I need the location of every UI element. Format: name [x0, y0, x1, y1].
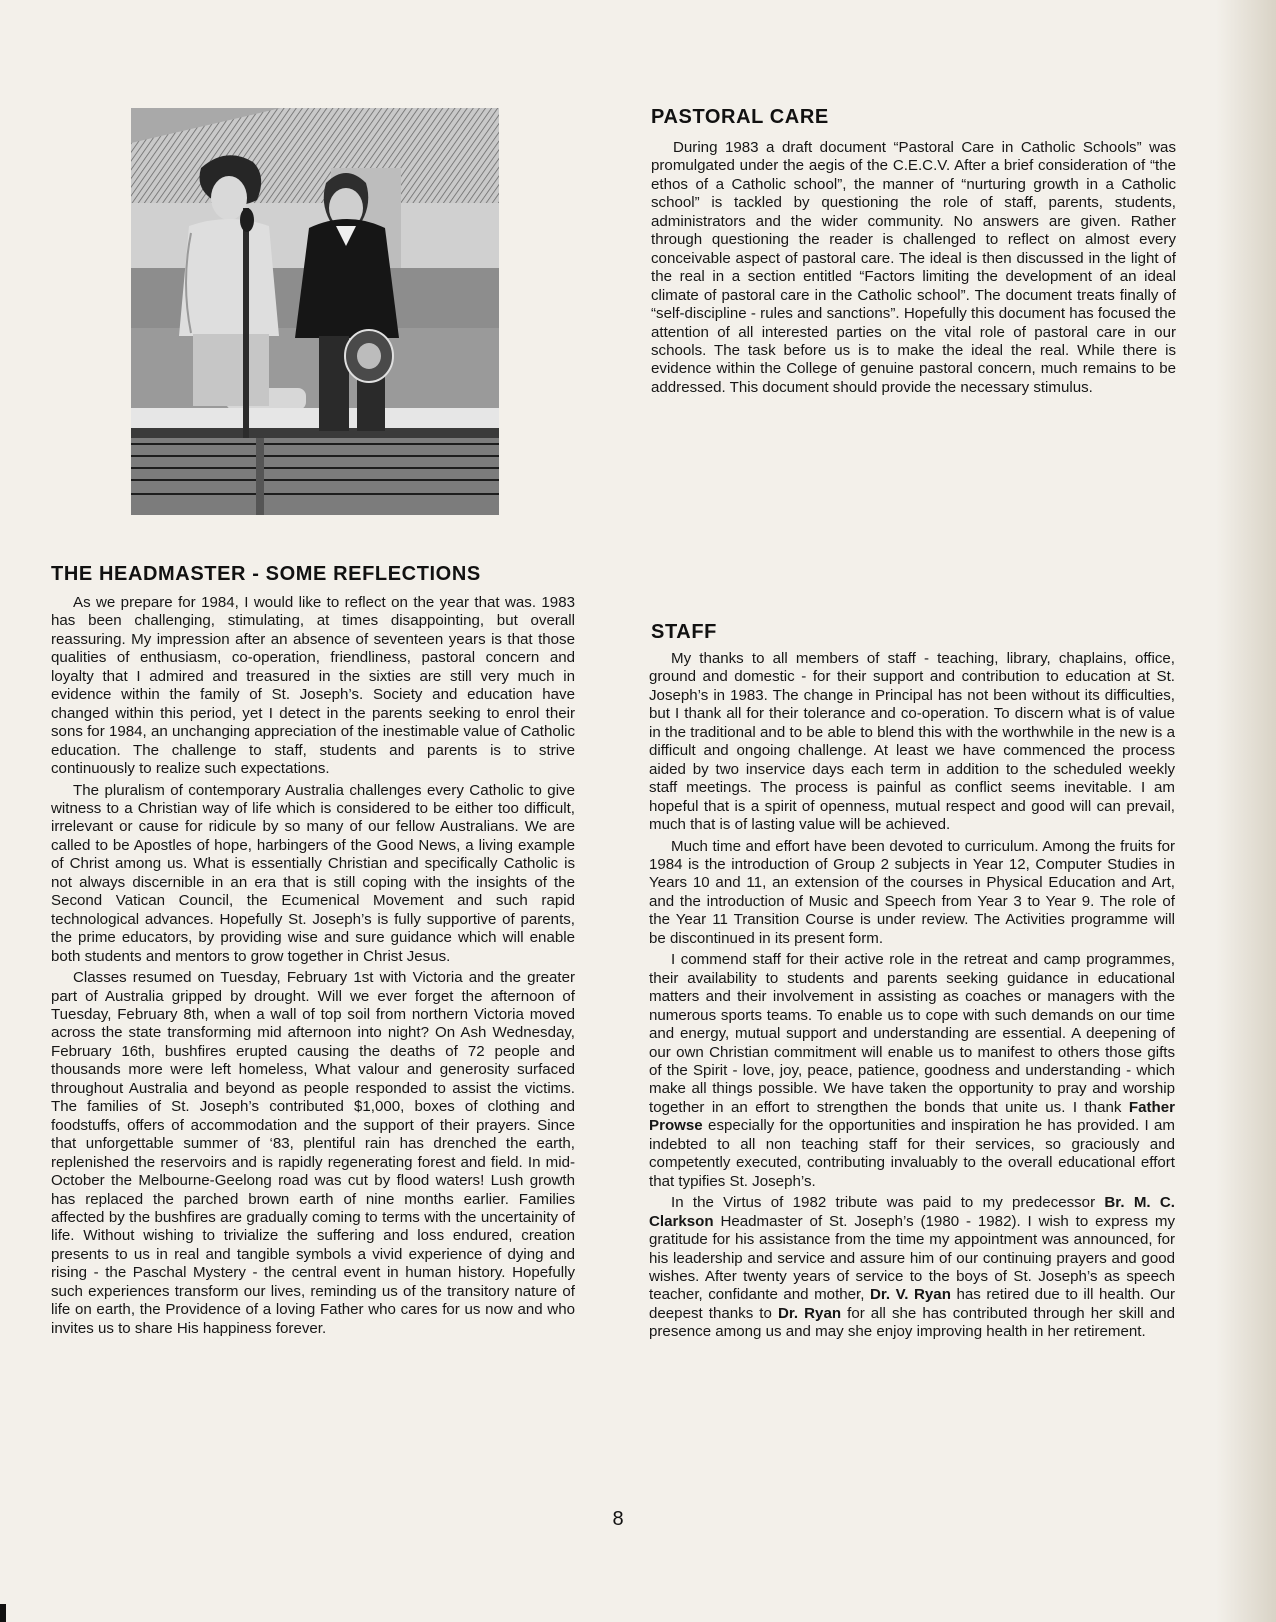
- text-run: for all she has contributed through her skill and presence among us and may she enjoy improving health in her retirement.: [649, 1304, 1175, 1341]
- page-number: 8: [612, 1508, 624, 1530]
- paragraph: [649, 951, 1175, 1191]
- pastoral-care-heading: PASTORAL CARE: [651, 106, 829, 128]
- scan-edge-mark: [0, 1604, 6, 1622]
- pastoral-care-body: [651, 139, 1176, 400]
- paragraph: My thanks to all members of staff - teaching, library, chaplains, office, ground and domestic - for their support and contribution to education at St. Joseph’s in 1983. The change in Principal has not been without its difficulties, but I thank all for their tolerance and co-operation. To discern what is of value in the traditional and to be able to blend this with the worthwhile in the new is a difficult and ongoing challenge. At least we have commenced the process aided by two inservice days each term in addition to the scheduled weekly staff meetings. The process is painful as conflict seems inevitable. I am hopeful that is a spirit of openness, mutual respect and good will can prevail, much that is of lasting value will be achieved.: [649, 650, 1175, 834]
- name-dr-ryan: Dr. Ryan: [777, 1304, 842, 1322]
- paragraph: As we prepare for 1984, I would like to reflect on the year that was. 1983 has been challenging, stimulating, at times disappointing, but overall reassuring. My impression after an absence of seventeen years is that those qualities of enthusiasm, co-operation, friendliness, pastoral concern and loyalty that I admired and treasured in the sixties are still very much in evidence within the family of St. Joseph’s. Society and education have changed within this period, yet I detect in the parents seeking to enrol their sons for 1984, an unchanging appreciation of the inestimable value of Catholic education. The challenge to staff, students and parents is to strive continuously to realize such expectations.: [51, 594, 575, 778]
- paragraph: The pluralism of contemporary Australia challenges every Catholic to give witness to a Christian way of life which is considered to be either too difficult, irrelevant or cause for ridicule by so many of our fellow Australians. We are called to be Apostles of hope, harbingers of the Good News, a living example of Christ among us. What is essentially Christian and specifically Catholic is not always discernible in an era that is still coping with the insights of the Second Vatican Council, the Ecumenical Movement and such rapid technological advances. Hopefully St. Joseph’s is fully supportive of parents, the prime educators, by providing wise and sure guidance which will enable both students and mentors to grow together in Christ Jesus.: [51, 781, 575, 965]
- photo-two-boys-at-microphone-with-shield-icon: [131, 108, 499, 515]
- name-br-clarkson: Br. M. C. Clarkson: [649, 1194, 1175, 1230]
- staff-body: [649, 650, 1175, 1345]
- name-father-prowse: Father Prowse: [649, 1098, 1175, 1135]
- paragraph: Much time and effort have been devoted to curriculum. Among the fruits for 1984 is the introduction of Group 2 subjects in Year 12, Computer Studies in Years 10 and 11, an extension of the courses in Physical Education and Art, and the introduction of Music and Speech from Year 3 to Year 9. The role of the Year 11 Transition Course is under review. The Activities programme will be discontinued in its present form.: [649, 837, 1175, 947]
- photo: [131, 108, 499, 515]
- paragraph: Classes resumed on Tuesday, February 1st with Victoria and the greater part of Australia gripped by drought. Will we ever forget the afternoon of Tuesday, February 8th, when a wall of top soil from northern Victoria moved across the state transforming mid afternoon into night? On Ash Wednesday, February 16th, bushfires erupted causing the deaths of 72 people and thousands more were left homeless, What valour and generosity surfaced throughout Australia and beyond as people responded to assist the victims. The families of St. Joseph’s contributed $1,000, boxes of clothing and foodstuffs, offers of accommodation and the support of their prayers. Since that unforgettable summer of ‘83, plentiful rain has drenched the earth, replenished the reservoirs and is rapidly regenerating forest and field. In mid-October the Melbourne-Geelong road was cut by flood waters! Lush growth has replaced the parched brown earth of nine months earlier. Families affected by the bushfires are gradually coming to terms with the uncertainity of life. Without wishing to trivialize the suffering and loss endured, creation presents to us in real and tangible symbols a vivid experience of dying and rising - the Paschal Mystery - the central event in human history. Hopefully such experiences transform our lives, reminding us of the transitory nature of life on earth, the Providence of a loving Father who cares for us now and who invites us to share His happiness forever.: [51, 969, 575, 1337]
- headmaster-heading: THE HEADMASTER - SOME REFLECTIONS: [51, 563, 481, 585]
- text-run: I commend staff for their active role in the retreat and camp programmes, their availability to students and parents seeking guidance in educational matters and their involvement in assisting as coaches or managers with the numerous sports teams. To enable us to cope with such demands on our time and energy, mutual support and understanding are essential. A deepening of our own Christian commitment will enable us to manifest to others those gifts of the Spirit - love, joy, peace, patience, goodness and understanding - which make all things possible. We have taken the opportunity to pray and worship together in an effort to strengthen the bonds that unite us. I thank: [649, 951, 1175, 1116]
- paragraph: [649, 1194, 1175, 1342]
- text-run: In the Virtus of 1982 tribute was paid to my predecessor: [671, 1194, 1096, 1212]
- headmaster-body: [51, 594, 575, 1341]
- staff-heading: STAFF: [651, 621, 717, 643]
- name-dr-v-ryan: Dr. V. Ryan: [869, 1286, 951, 1304]
- text-run: has retired due to ill health. Our deepest thanks to: [649, 1286, 1176, 1322]
- paragraph: During 1983 a draft document “Pastoral Care in Catholic Schools” was promulgated under the aegis of the C.E.C.V. After a brief consideration of “the ethos of a Catholic school”, the manner of “nurturing growth in a Catholic school” is tackled by questioning the role of staff, parents, students, administrators and the wider community. No answers are given. Rather through questioning the reader is challenged to reflect on almost every conceivable aspect of pastoral care. The ideal is then discussed in the light of the real in a section entitled “Factors limiting the development of an ideal climate of pastoral care in the Catholic school”. The document treats finally of “self-discipline - rules and sanctions”. Hopefully this document has focused the attention of all interested parties on the vital role of pastoral care in our schools. The task before us is to make the ideal the real. While there is evidence within the College of genuine pastoral concern, much remains to be addressed. This document should provide the necessary stimulus.: [651, 139, 1176, 396]
- text-run: especially for the opportunities and inspiration he has provided. I am indebted to all non teaching staff for their services, so graciously and competently executed, contributing invaluably to the overall educational effort that typifies St. Joseph’s.: [649, 1117, 1175, 1190]
- page-edge-shadow: [1216, 0, 1276, 1622]
- text-run: Headmaster of St. Joseph’s (1980 - 1982). I wish to express my gratitude for his assistance from the time my appointment was announced, for his leadership and service and assure him of our continuing prayers and good wishes. After twenty years of service to the boys of St. Joseph’s as speech teacher, confidante and mother,: [649, 1212, 1175, 1304]
